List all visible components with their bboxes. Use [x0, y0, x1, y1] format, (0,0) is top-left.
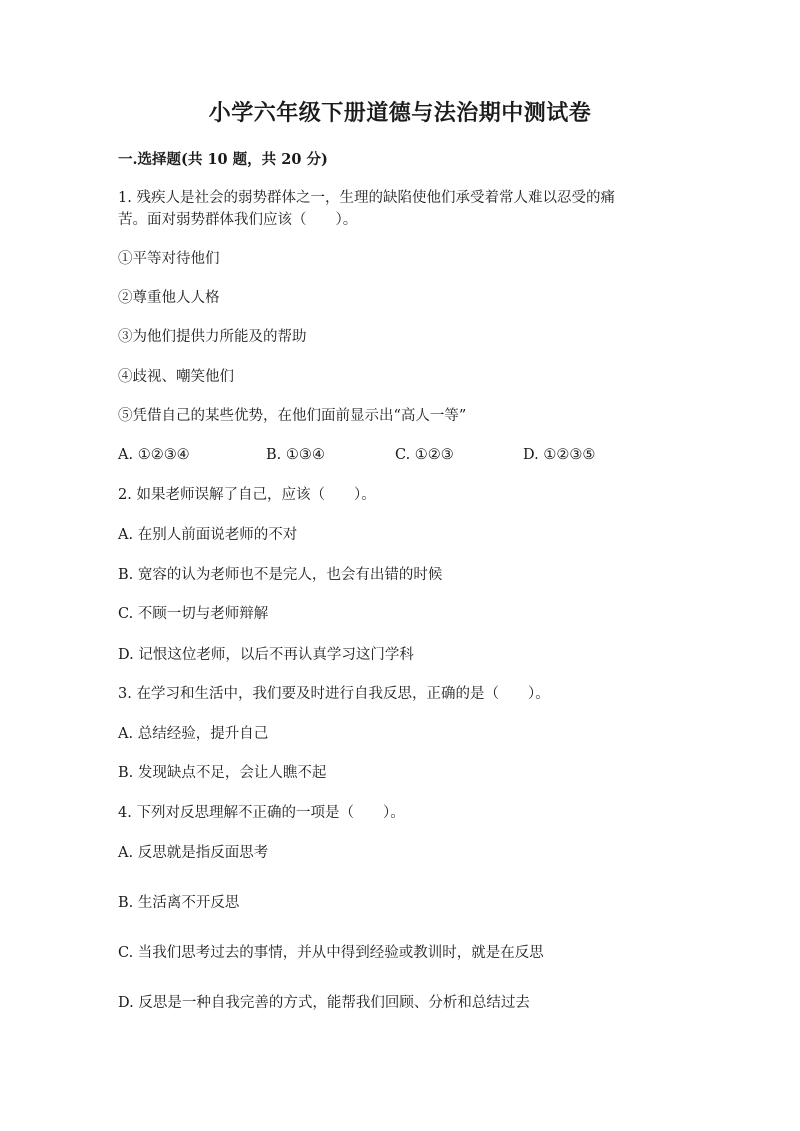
- q1-option-d: D. ①②③⑤: [523, 447, 596, 463]
- q1-item-5: ⑤凭借自己的某些优势，在他们面前显示出“高人一等”: [118, 408, 467, 424]
- q1-item-2: ②尊重他人人格: [118, 290, 220, 306]
- q4-option-c: C. 当我们思考过去的事情，并从中得到经验或教训时，就是在反思: [118, 945, 544, 961]
- q3-stem: 3. 在学习和生活中，我们要及时进行自我反思，正确的是（ ）。: [118, 686, 550, 702]
- q1-item-3: ③为他们提供力所能及的帮助: [118, 329, 307, 345]
- q2-option-d: D. 记恨这位老师，以后不再认真学习这门学科: [118, 647, 414, 663]
- q1-option-a: A. ①②③④: [118, 447, 190, 463]
- q1-item-1: ①平等对待他们: [118, 251, 220, 267]
- page-title: 小学六年级下册道德与法治期中测试卷: [208, 100, 592, 126]
- q2-option-c: C. 不顾一切与老师辩解: [118, 606, 269, 622]
- q1-stem-line2: 苦。面对弱势群体我们应该（ ）。: [118, 212, 358, 228]
- q1-item-4: ④歧视、嘲笑他们: [118, 369, 234, 385]
- q1-stem-line1: 1. 残疾人是社会的弱势群体之一，生理的缺陷使他们承受着常人难以忍受的痛: [118, 190, 615, 206]
- q4-option-b: B. 生活离不开反思: [118, 895, 240, 911]
- q1-option-c: C. ①②③: [395, 447, 454, 463]
- q3-option-b: B. 发现缺点不足，会让人瞧不起: [118, 765, 327, 781]
- q2-option-a: A. 在别人前面说老师的不对: [118, 527, 298, 543]
- q4-stem: 4. 下列对反思理解不正确的一项是（ ）。: [118, 805, 405, 821]
- q2-option-b: B. 宽容的认为老师也不是完人，也会有出错的时候: [118, 567, 443, 583]
- q2-stem: 2. 如果老师误解了自己，应该（ ）。: [118, 487, 376, 503]
- q1-option-b: B. ①③④: [266, 447, 325, 463]
- q4-option-d: D. 反思是一种自我完善的方式，能帮我们回顾、分析和总结过去: [118, 995, 530, 1011]
- q4-option-a: A. 反思就是指反面思考: [118, 845, 269, 861]
- q3-option-a: A. 总结经验，提升自己: [118, 726, 269, 742]
- section-heading: 一.选择题(共 10 题，共 20 分): [118, 151, 328, 168]
